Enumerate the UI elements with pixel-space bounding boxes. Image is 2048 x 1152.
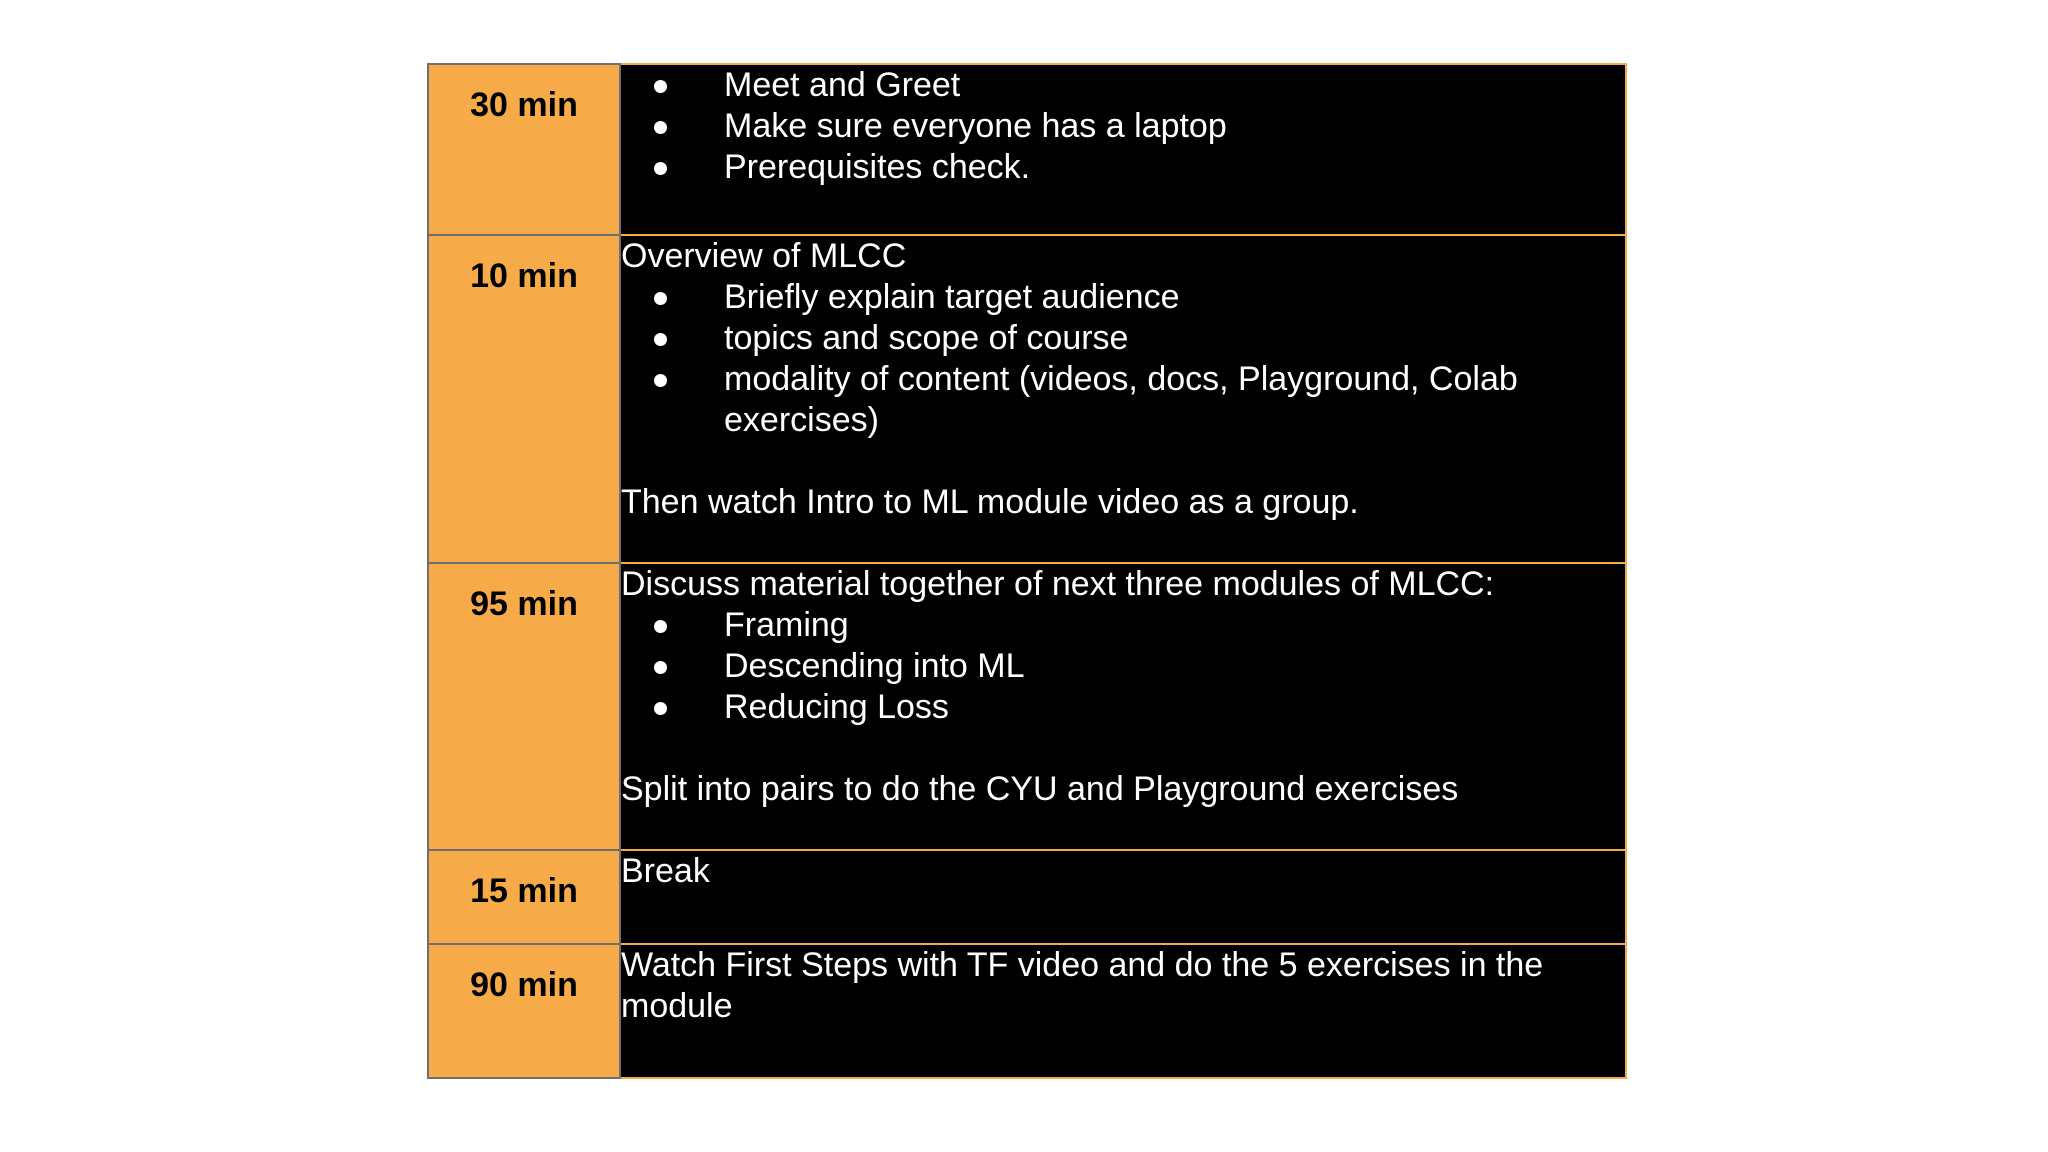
section-heading: Watch First Steps with TF video and do the 5 exercises in the module [621,946,1544,1025]
duration-label: 15 min [470,872,578,910]
list-item [621,277,1625,318]
section-heading: Overview of MLCC [621,237,907,275]
time-cell [428,850,620,944]
bullet-icon [654,80,667,93]
duration-label: 95 min [470,585,578,623]
content-cell [620,944,1626,1078]
content-cell [620,850,1626,944]
list-item [621,687,1625,728]
agenda-row [428,944,1626,1078]
bullet-icon [654,620,667,633]
bullet-icon [654,121,667,134]
bullet-icon [654,661,667,674]
list-item [621,106,1625,147]
time-cell [428,563,620,850]
list-item [621,359,1625,441]
agenda-table [427,63,1627,1079]
bullet-icon [654,702,667,715]
agenda-row [428,235,1626,563]
section-heading: Discuss material together of next three modules of MLCC: [621,565,1495,603]
duration-label: 90 min [470,966,578,1004]
bullet-list [621,277,1625,441]
time-cell [428,944,620,1078]
content-cell [620,64,1626,235]
content-cell [620,563,1626,850]
duration-label: 30 min [470,86,578,124]
list-item-text: Prerequisites check. [724,148,1031,186]
agenda-row [428,563,1626,850]
bullet-icon [654,162,667,175]
list-item-text: Descending into ML [724,647,1025,685]
spacer [621,728,1625,769]
list-item-text: Make sure everyone has a laptop [724,107,1227,145]
list-item-text: Framing [724,606,849,644]
content-cell [620,235,1626,563]
time-cell [428,64,620,235]
list-item [621,147,1625,188]
list-item [621,605,1625,646]
bullet-icon [654,374,667,387]
list-item-text: Reducing Loss [724,688,949,726]
agenda-row [428,64,1626,235]
bullet-icon [654,292,667,305]
duration-label: 10 min [470,257,578,295]
bullet-list [621,605,1625,728]
bullet-list [621,65,1625,188]
time-cell [428,235,620,563]
section-heading: Break [621,852,710,890]
follow-up-text: Then watch Intro to ML module video as a group. [621,483,1359,521]
list-item [621,646,1625,687]
spacer [621,441,1625,482]
agenda-row [428,850,1626,944]
list-item-text: Briefly explain target audience [724,278,1180,316]
list-item [621,65,1625,106]
list-item-text: modality of content (videos, docs, Playground, Colab exercises) [724,360,1518,439]
list-item-text: Meet and Greet [724,66,961,104]
list-item [621,318,1625,359]
bullet-icon [654,333,667,346]
list-item-text: topics and scope of course [724,319,1129,357]
follow-up-text: Split into pairs to do the CYU and Playground exercises [621,770,1459,808]
